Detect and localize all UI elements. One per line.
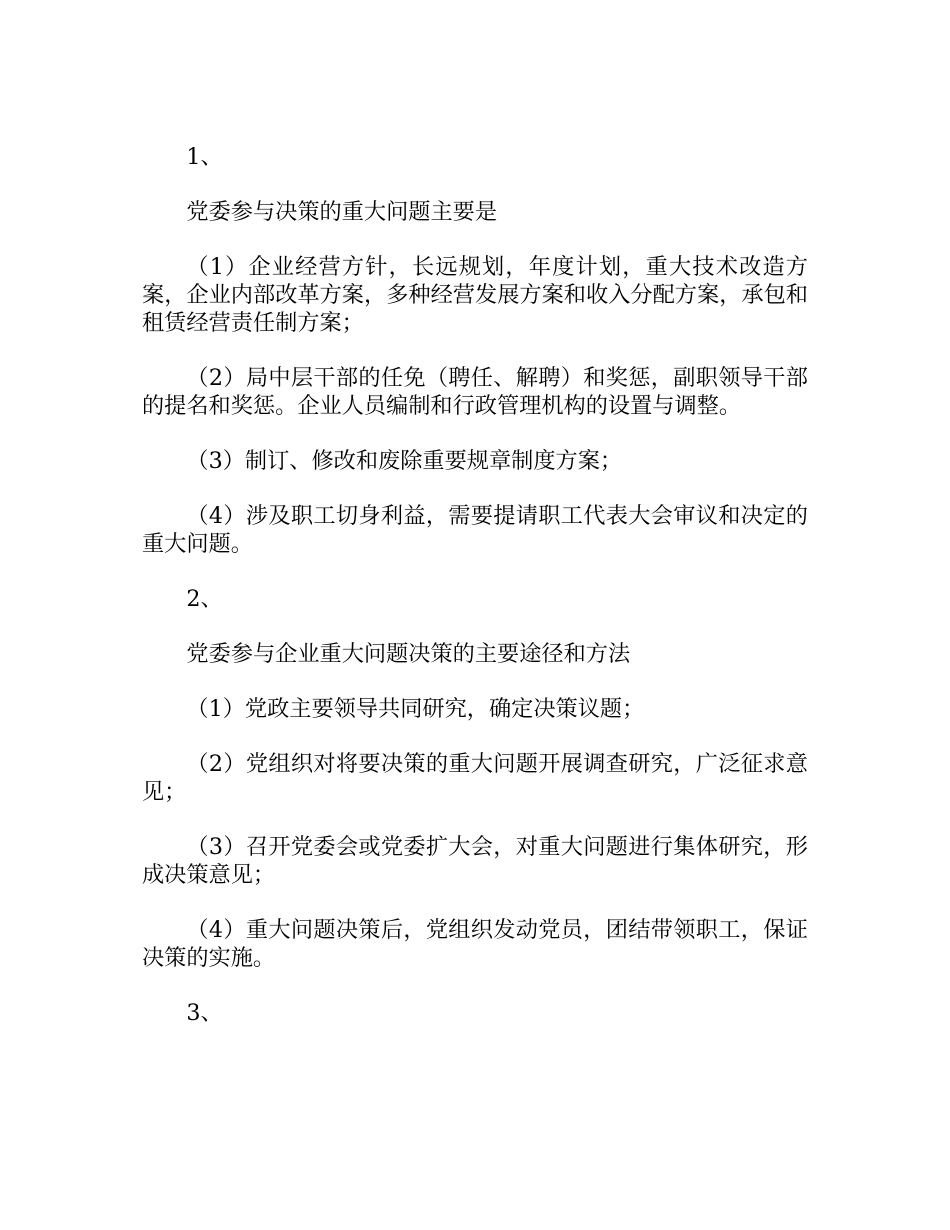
list-item: （2）局中层干部的任免（聘任、解聘）和奖惩，副职领导干部的提名和奖惩。企业人员编制和行政管理机构的设置与调整。 xyxy=(142,365,808,419)
document-page xyxy=(142,143,808,1054)
section-number: 2、 xyxy=(186,586,223,612)
list-item: （4）重大问题决策后，党组织发动党员，团结带领职工，保证决策的实施。 xyxy=(142,917,808,971)
list-item: （2）党组织对将要决策的重大问题开展调查研究，广泛征求意见； xyxy=(142,751,808,805)
list-item: （4）涉及职工切身利益，需要提请职工代表大会审议和决定的重大问题。 xyxy=(142,503,808,557)
section-number: 1、 xyxy=(186,144,223,170)
list-item: （3）召开党委会或党委扩大会，对重大问题进行集体研究，形成决策意见； xyxy=(142,834,808,888)
section-number: 3、 xyxy=(186,1000,223,1026)
list-item: （1）企业经营方针，长远规划，年度计划，重大技术改造方案，企业内部改革方案，多种经营发展方案和收入分配方案，承包和租赁经营责任制方案； xyxy=(142,254,808,336)
list-item: （3）制订、修改和废除重要规章制度方案； xyxy=(186,448,623,474)
list-item: （1）党政主要领导共同研究，确定决策议题； xyxy=(186,696,645,722)
section-heading: 党委参与决策的重大问题主要是 xyxy=(186,199,498,225)
section-heading: 党委参与企业重大问题决策的主要途径和方法 xyxy=(186,641,631,667)
